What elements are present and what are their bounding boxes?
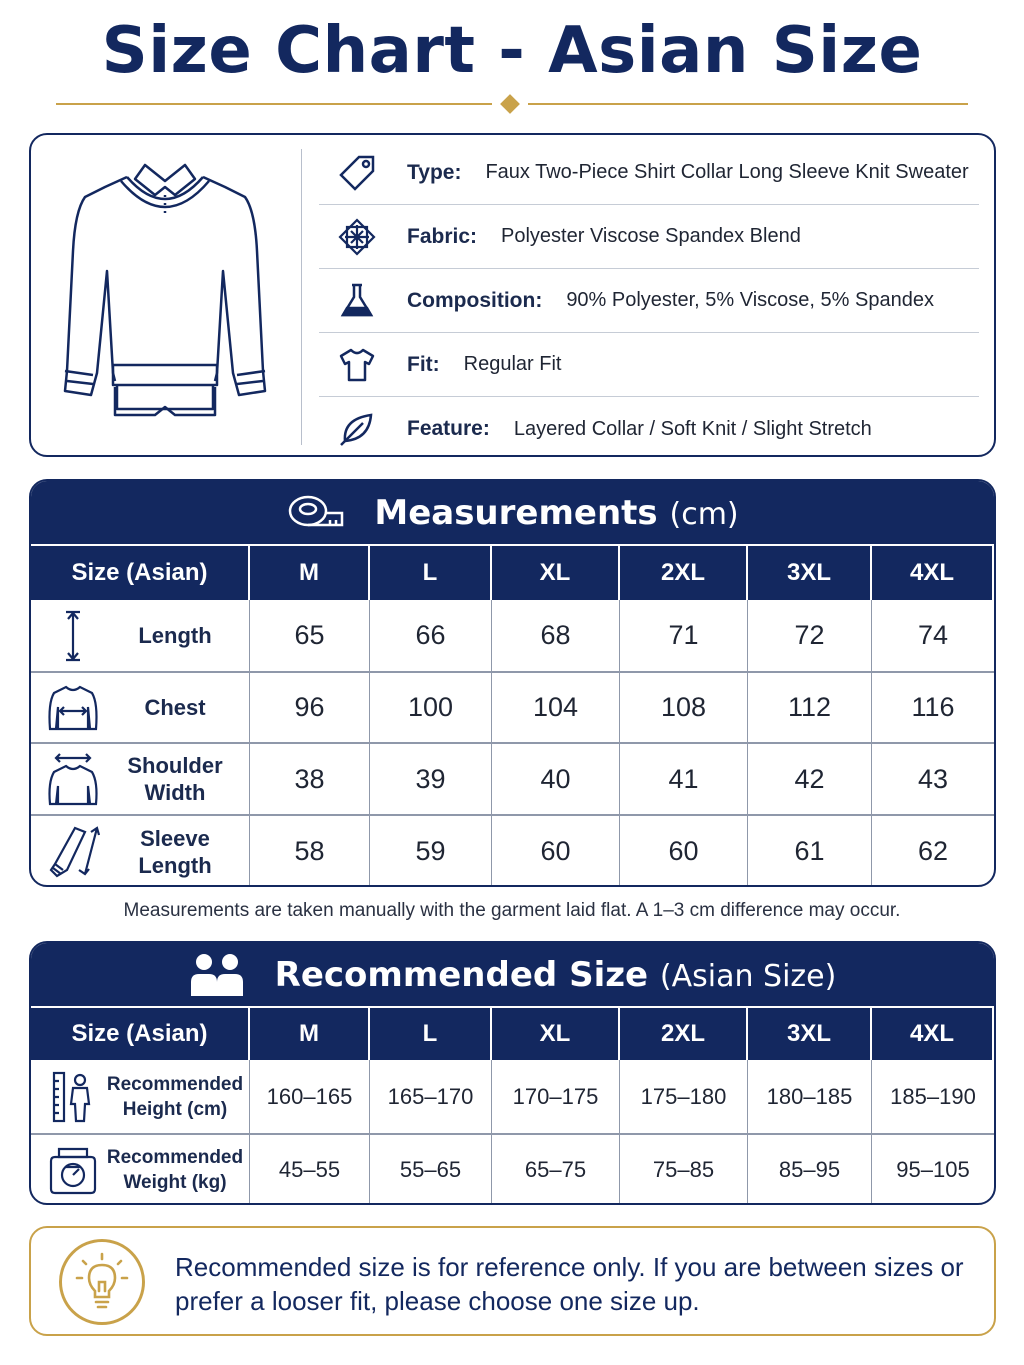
row-label-length: Length — [138, 623, 212, 648]
recommended-header — [31, 943, 994, 1006]
table-row: Shoulder Width 38 39 40 41 42 43 — [31, 742, 994, 814]
table-row: Chest 96 100 104 108 112 116 — [31, 671, 994, 742]
table-row: Sleeve Length 58 59 60 60 61 62 — [31, 814, 994, 887]
table-row: Recommended Height (cm) 160–165 165–170 170–175 175–180 180–185 185–190 — [31, 1060, 994, 1133]
measurements-size-header: Size (Asian) M L XL 2XL 3XL 4XL — [31, 544, 994, 600]
row-label-sleeve-length: Sleeve Length — [138, 825, 212, 878]
row-label-shoulder-width: Shoulder Width — [127, 753, 223, 805]
recommended-size-table — [29, 941, 996, 1205]
tag-icon — [335, 151, 379, 195]
table-row: Length 65 66 68 71 72 74 — [31, 600, 994, 671]
row-label-recommended-height: Recommended Height (cm) — [106, 1073, 244, 1120]
fabric-icon — [335, 215, 379, 259]
info-divider — [301, 149, 302, 445]
tape-measure-icon — [286, 491, 346, 535]
size-tip-text: Recommended size is for reference only. If you are between sizes or prefer a looser fit, please choose one size up. — [175, 1252, 964, 1316]
length-arrow-icon — [45, 608, 101, 664]
info-row-feature: Feature: Layered Collar / Soft Knit / Slight Stretch — [319, 397, 979, 457]
row-label-recommended-weight: Recommended Weight (kg) — [106, 1147, 244, 1193]
size-tip-box — [29, 1226, 996, 1336]
lightbulb-icon — [59, 1239, 145, 1325]
row-label-chest: Chest — [144, 695, 206, 720]
measurements-title: Measurements (cm) — [374, 492, 739, 533]
info-row-composition: Composition: 90% Polyester, 5% Viscose, 5% Spandex — [319, 269, 979, 333]
flask-icon — [335, 279, 379, 323]
chest-icon — [45, 680, 101, 736]
title-divider-left — [56, 103, 492, 105]
measurements-table — [29, 479, 996, 887]
people-icon — [189, 952, 245, 998]
info-row-fit: Fit: Regular Fit — [319, 333, 979, 397]
height-icon — [45, 1069, 101, 1125]
measurements-header — [31, 481, 994, 544]
recommended-size-header: Size (Asian) M L XL 2XL 3XL 4XL — [31, 1006, 994, 1060]
sweater-illustration — [45, 151, 285, 441]
recommended-title: Recommended Size (Asian Size) — [274, 954, 837, 995]
table-row: Recommended Weight (kg) 45–55 55–65 65–75 75–85 85–95 95–105 — [31, 1133, 994, 1205]
measurement-note: Measurements are taken manually with the garment laid flat. A 1–3 cm difference may occur. — [123, 900, 901, 921]
scale-icon — [45, 1142, 101, 1198]
title-divider-right — [528, 103, 968, 105]
product-info-panel — [29, 133, 996, 457]
leaf-icon — [335, 407, 379, 451]
page-title: Size Chart - Asian Size — [101, 14, 923, 88]
tshirt-icon — [335, 343, 379, 387]
info-row-fabric: Fabric: Polyester Viscose Spandex Blend — [319, 205, 979, 269]
diamond-ornament — [500, 94, 520, 114]
info-row-type: Type: Faux Two-Piece Shirt Collar Long Sleeve Knit Sweater — [319, 141, 979, 205]
shoulder-icon — [45, 751, 101, 807]
sleeve-icon — [45, 824, 101, 880]
